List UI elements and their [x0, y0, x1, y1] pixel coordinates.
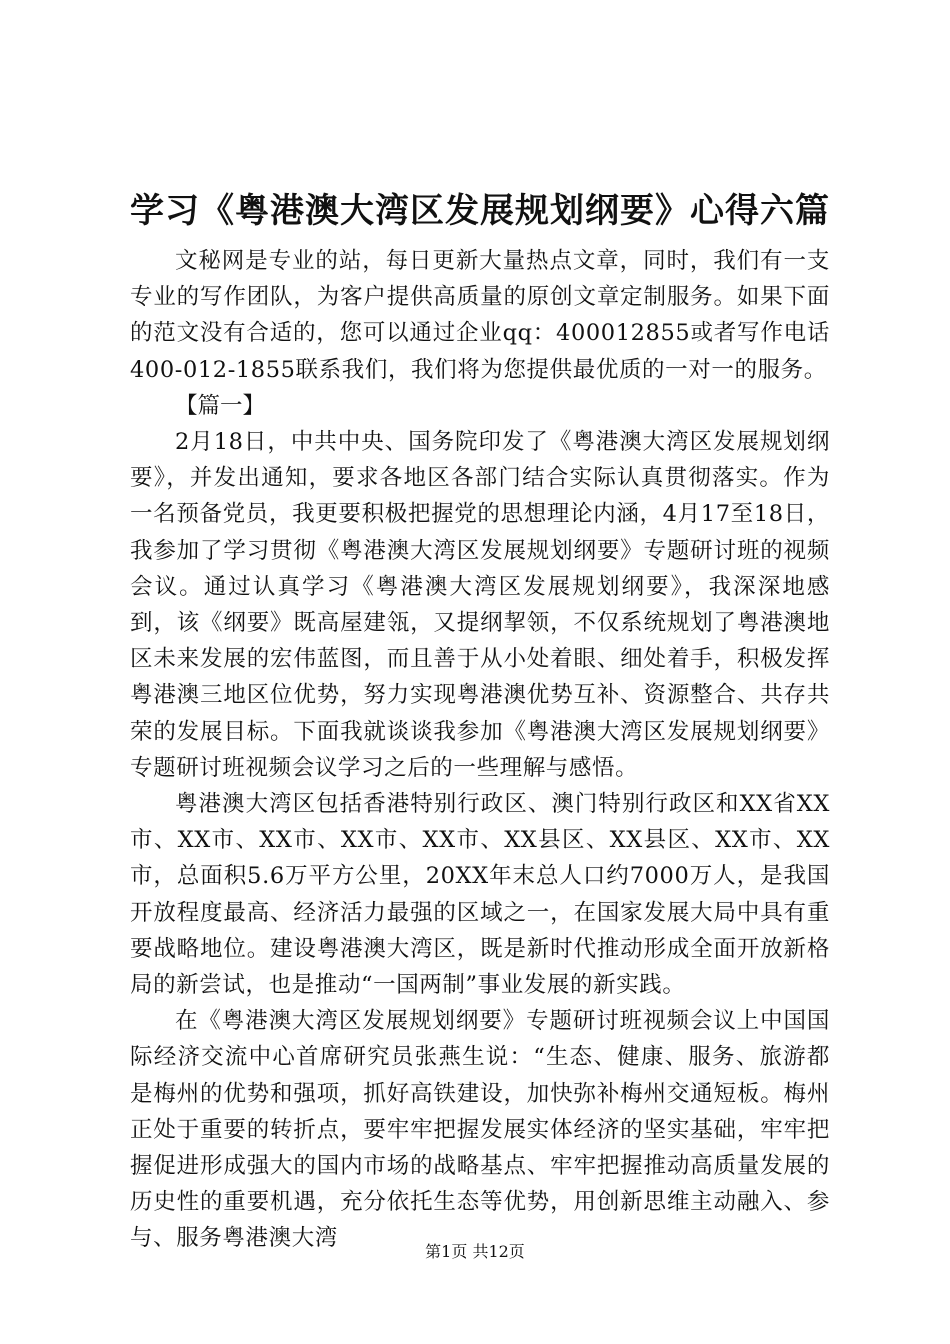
- section-heading: 【篇一】: [175, 392, 266, 419]
- intro-paragraph: 文秘网是专业的站，每日更新大量热点文章，同时，我们有一支专业的写作团队，为客户提供高质量的原创文章定制服务。如果下面的范文没有合适的，您可以通过企业qq：400012855或者写作电话400-012-1855联系我们，我们将为您提供最优质的一对一的服务。: [130, 248, 830, 383]
- body-paragraph: 在《粤港澳大湾区发展规划纲要》专题研讨班视频会议上中国国际经济交流中心首席研究员张燕生说：“生态、健康、服务、旅游都是梅州的优势和强项，抓好高铁建设，加快弥补梅州交通短板。梅州正处于重要的转折点，要牢牢把握发展实体经济的坚实基础，牢牢把握促进形成强大的国内市场的战略基点、牢牢把握推动高质量发展的历史性的重要机遇，充分依托生态等优势，用创新思维主动融入、参与、服务粤港澳大湾: [130, 1008, 830, 1252]
- page-footer: 第1页 共12页: [425, 1242, 525, 1261]
- document-page: [130, 185, 830, 1257]
- document-title: 学习《粤港澳大湾区发展规划纲要》心得六篇: [130, 191, 830, 231]
- body-paragraph: 2月18日，中共中央、国务院印发了《粤港澳大湾区发展规划纲要》，并发出通知，要求各地区各部门结合实际认真贯彻落实。作为一名预备党员，我更要积极把握党的思想理论内涵，4月17至18日，我参加了学习贯彻《粤港澳大湾区发展规划纲要》专题研讨班的视频会议。通过认真学习《粤港澳大湾区发展规划纲要》，我深深地感到，该《纲要》既高屋建瓴，又提纲挈领，不仅系统规划了粤港澳地区未来发展的宏伟蓝图，而且善于从小处着眼、细处着手，积极发挥粤港澳三地区位优势，努力实现粤港澳优势互补、资源整合、共存共荣的发展目标。下面我就谈谈我参加《粤港澳大湾区发展规划纲要》专题研讨班视频会议学习之后的一些理解与感悟。: [130, 429, 830, 781]
- body-paragraph: 粤港澳大湾区包括香港特别行政区、澳门特别行政区和XX省XX市、XX市、XX市、XX市、XX市、XX县区、XX县区、XX市、XX市，总面积5.6万平方公里，20XX年末总人口约7000万人，是我国开放程度最高、经济活力最强的区域之一，在国家发展大局中具有重要战略地位。建设粤港澳大湾区，既是新时代推动形成全面开放新格局的新尝试，也是推动“一国两制”事业发展的新实践。: [130, 791, 830, 999]
